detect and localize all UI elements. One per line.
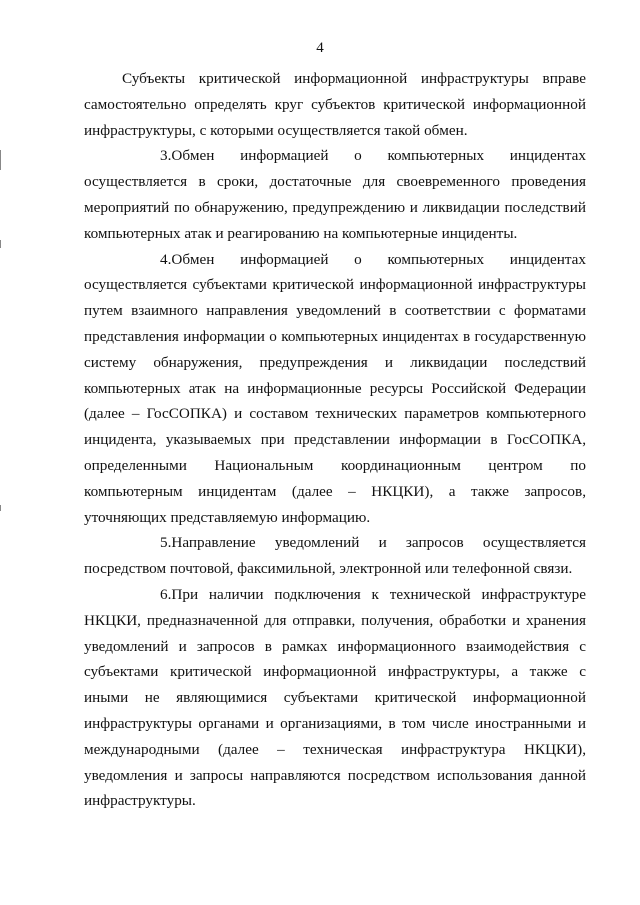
paragraph-3 xyxy=(84,143,586,246)
scan-edge-mark xyxy=(0,240,4,248)
paragraph-text: Субъекты критической информационной инфраструктуры вправе самостоятельно определять круг субъектов критической информационной инфраструктуры, с которыми осуществляется такой обмен. xyxy=(84,70,586,139)
document-body xyxy=(84,66,586,814)
scan-edge-mark xyxy=(0,505,4,511)
paragraph-text: При наличии подключения к технической инфраструктуре НКЦКИ, предназначенной для отправки, получения, обработки и хранения уведомлений и запросов в рамках информационного взаимодействия с субъектами критической информационной инфраструктуры, а также с иными не являющимися субъектами критической информационной инфраструктуры органами и организациями, в том числе иностранными и международными (далее – техническая инфраструктура НКЦКИ), уведомления и запросы направляются посредством использования данной инфраструктуры. xyxy=(84,585,586,810)
paragraph-4 xyxy=(84,247,586,531)
paragraph-5 xyxy=(84,530,586,582)
paragraph-number: 5. xyxy=(160,534,172,552)
scan-edge-mark xyxy=(0,150,4,170)
page-number: 4 xyxy=(316,40,324,56)
paragraph-text: Обмен информацией о компьютерных инцидентах осуществляется субъектами критической информационной инфраструктуры путем взаимного направления уведомлений в соответствии с форматами представления информации о компьютерных инцидентах в государственную систему обнаружения, предупреждения и ликвидации последствий компьютерных атак на информационные ресурсы Российской Федерации (далее – ГосСОПКА) и составом технических параметров компьютерного инцидента, указываемых при представлении информации в ГосСОПКА, определенными Национальным координационным центром по компьютерным инцидентам (далее – НКЦКИ), а также запросов, уточняющих представляемую информацию. xyxy=(84,250,586,526)
paragraph-number: 6. xyxy=(160,585,172,603)
paragraph-number: 4. xyxy=(160,250,172,268)
paragraph-number: 3. xyxy=(160,147,172,165)
paragraph-text: Направление уведомлений и запросов осуществляется посредством почтовой, факсимильной, электронной или телефонной связи. xyxy=(84,534,586,578)
paragraph-continuation xyxy=(84,66,586,143)
paragraph-text: Обмен информацией о компьютерных инцидентах осуществляется в сроки, достаточные для своевременного проведения мероприятий по обнаружению, предупреждению и ликвидации последствий компьютерных атак и реагированию на компьютерные инциденты. xyxy=(84,147,586,242)
paragraph-6 xyxy=(84,582,586,814)
